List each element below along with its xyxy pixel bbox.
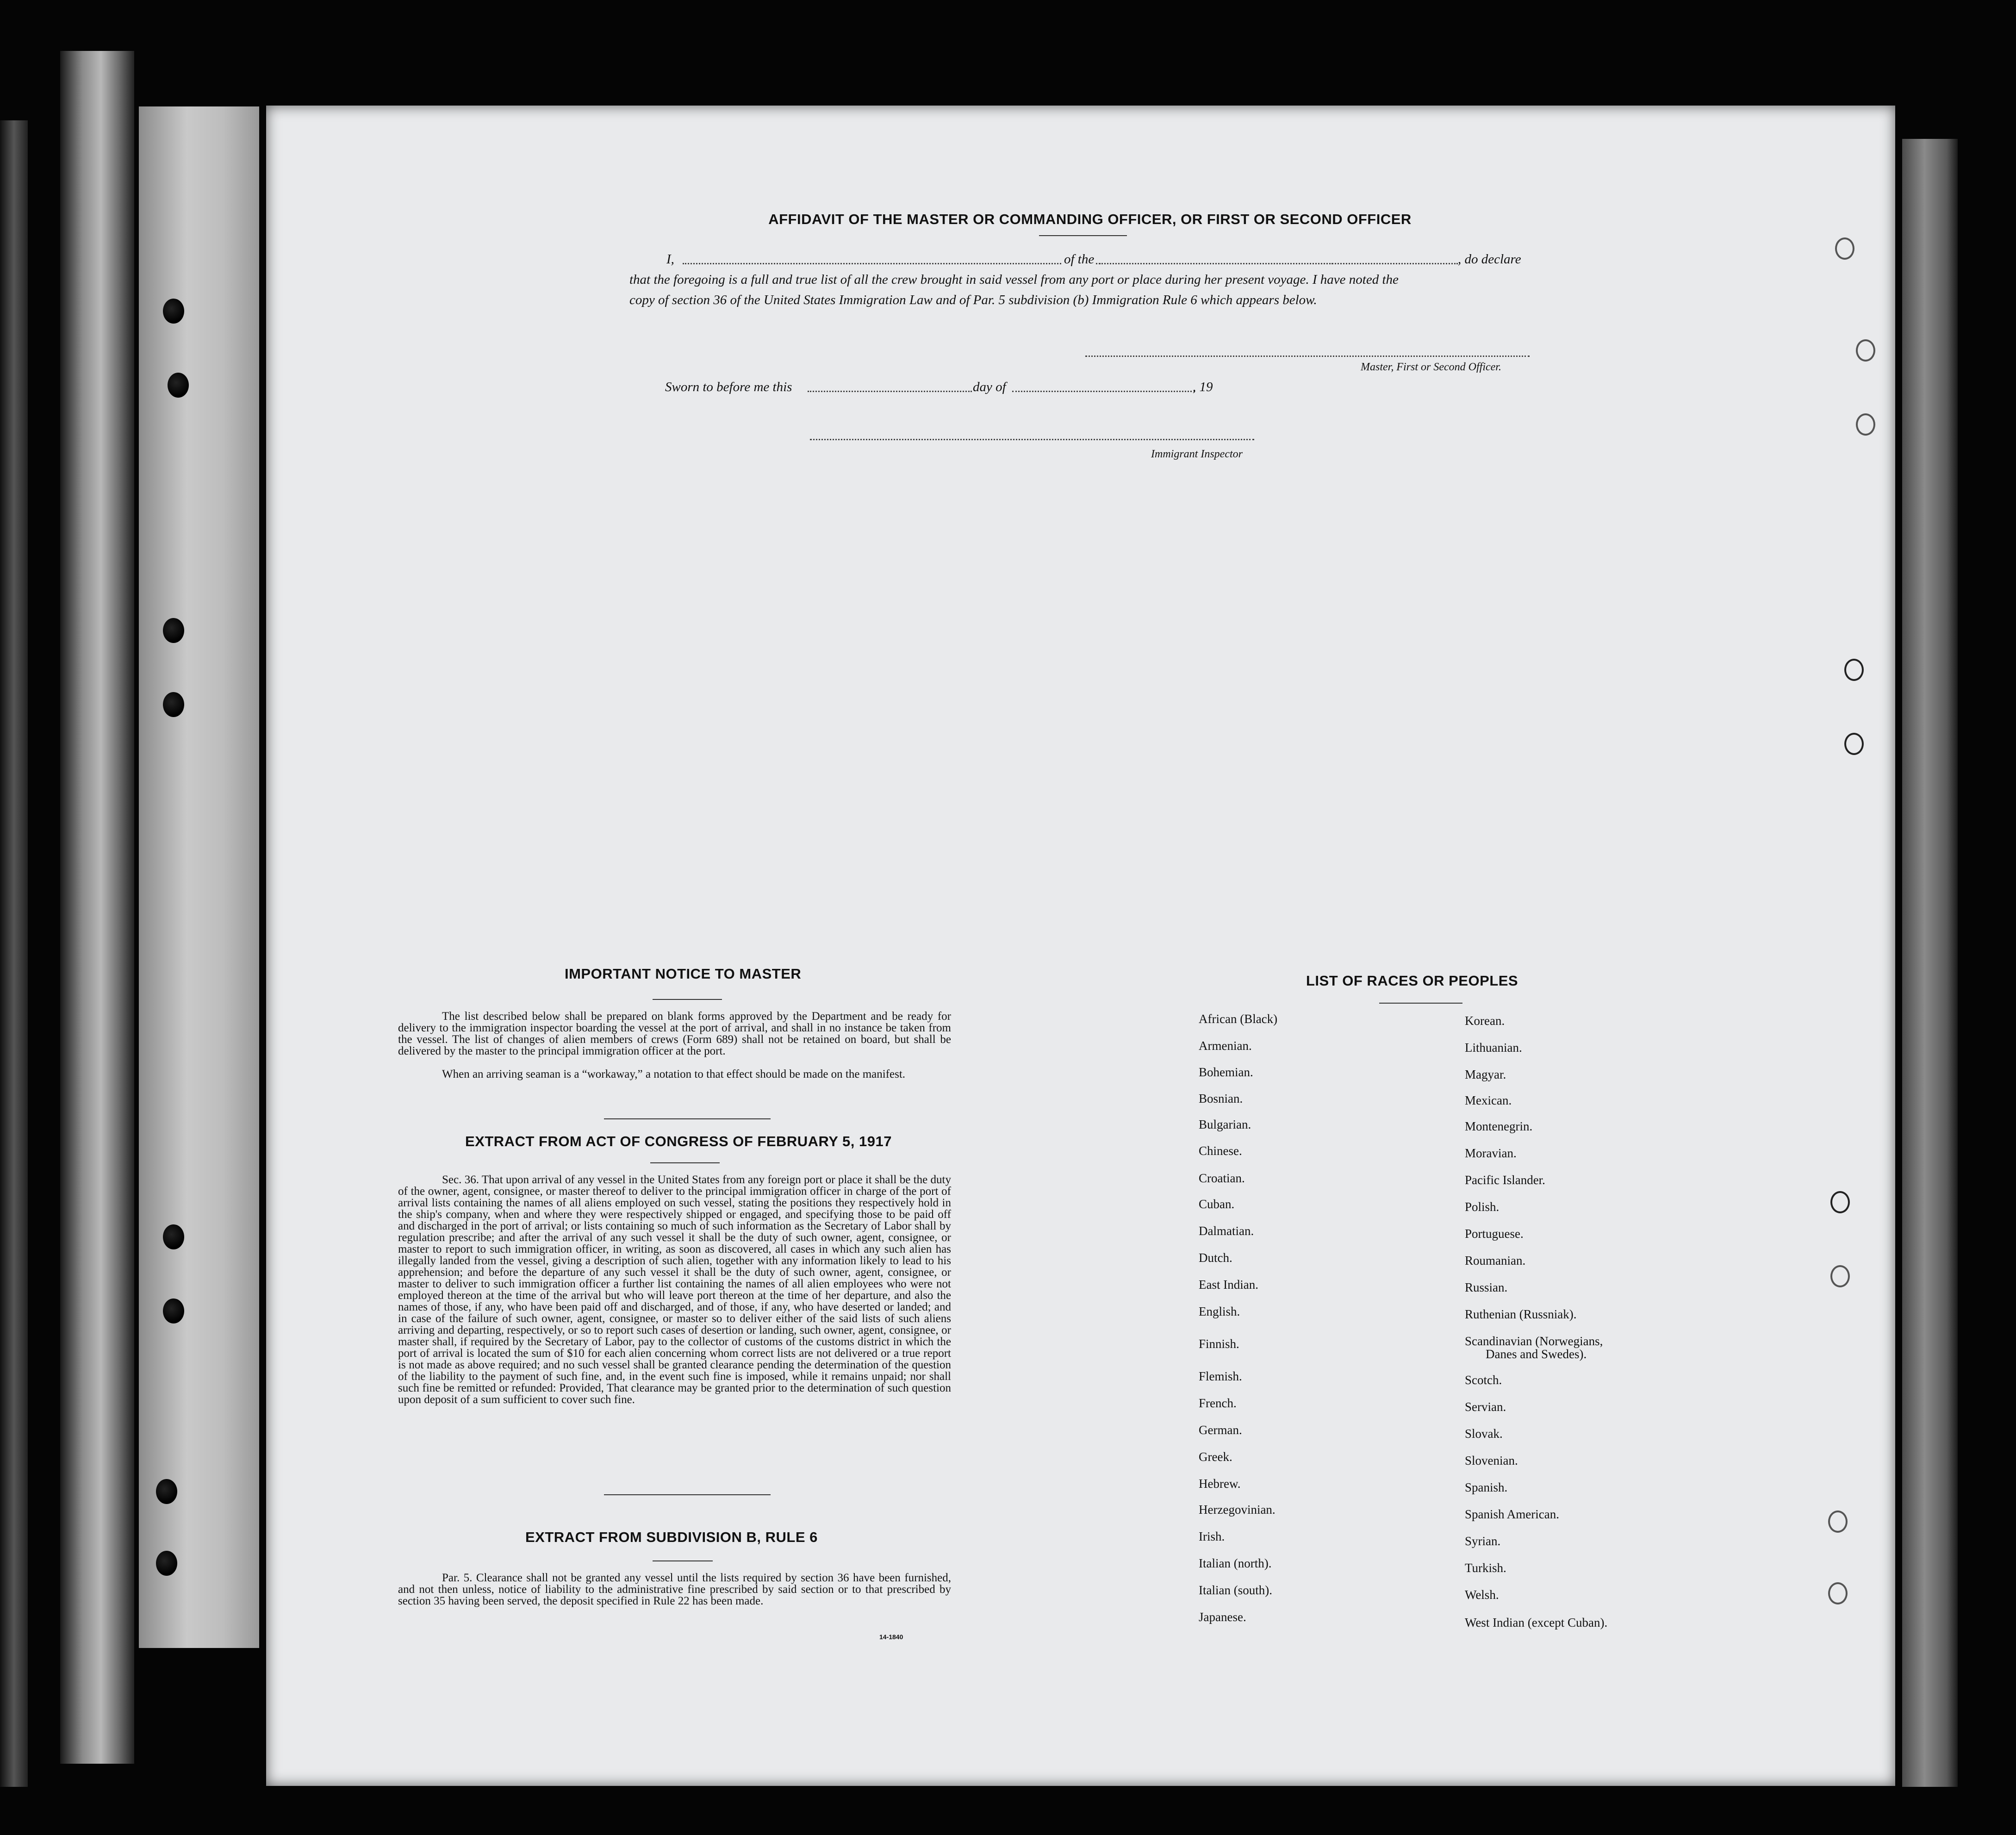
punch-hole [1844, 733, 1864, 755]
race-item: Finnish. [1199, 1337, 1239, 1351]
punch-hole [1830, 1191, 1850, 1213]
race-item: Lithuanian. [1465, 1041, 1522, 1055]
master-signature-field[interactable] [1085, 356, 1530, 357]
race-item: Herzegovinian. [1199, 1503, 1276, 1517]
race-item: Pacific Islander. [1465, 1173, 1545, 1187]
race-item: Armenian. [1199, 1039, 1252, 1053]
race-item: Japanese. [1199, 1610, 1246, 1624]
inspector-signature-field[interactable] [810, 439, 1254, 440]
binder-hole [156, 1551, 177, 1576]
binder-hole [163, 1298, 184, 1323]
punch-hole [1828, 1510, 1848, 1533]
race-item: Croatian. [1199, 1171, 1245, 1185]
race-item: French. [1199, 1396, 1237, 1410]
race-item: Danes and Swedes). [1486, 1347, 1587, 1361]
binder-hole [163, 299, 184, 324]
form-number: 14-1840 [879, 1633, 903, 1641]
race-item: Slovenian. [1465, 1454, 1518, 1467]
race-item: Magyar. [1465, 1067, 1506, 1081]
race-item: Italian (south). [1199, 1583, 1272, 1597]
binder-edge [0, 120, 28, 1787]
race-item: Chinese. [1199, 1144, 1242, 1158]
divider [650, 1162, 720, 1163]
affidavit-line-3: copy of section 36 of the United States Immigration Law and of Par. 5 subdivision (b) Immigration Rule 6 which appears below. [629, 293, 1317, 307]
punch-hole [1835, 237, 1854, 260]
race-item: Portuguese. [1465, 1227, 1524, 1241]
divider [1379, 1003, 1462, 1004]
race-item: Dalmatian. [1199, 1224, 1254, 1238]
vessel-field[interactable] [1099, 263, 1458, 264]
divider [1039, 235, 1127, 236]
race-item: Slovak. [1465, 1427, 1503, 1441]
race-item: Flemish. [1199, 1369, 1242, 1383]
inspector-caption: Immigrant Inspector [1151, 448, 1243, 460]
binder-spine [60, 51, 134, 1764]
punch-hole [1828, 1582, 1848, 1604]
races-title: LIST OF RACES OR PEOPLES [1306, 973, 1518, 989]
binder-hole [163, 692, 184, 717]
race-item: German. [1199, 1423, 1242, 1437]
extract-rule-title: EXTRACT FROM SUBDIVISION B, RULE 6 [525, 1529, 818, 1545]
day-of-label: day of [973, 380, 1006, 394]
master-caption: Master, First or Second Officer. [1361, 361, 1501, 373]
race-item: Hebrew. [1199, 1477, 1241, 1491]
divider [604, 1494, 771, 1495]
race-item: Montenegrin. [1465, 1119, 1533, 1133]
race-item: Spanish. [1465, 1480, 1508, 1494]
extract-act-title: EXTRACT FROM ACT OF CONGRESS OF FEBRUARY 5, 1917 [465, 1133, 892, 1149]
race-item: African (Black) [1199, 1012, 1278, 1026]
race-item: Bosnian. [1199, 1092, 1243, 1105]
race-item: Scotch. [1465, 1373, 1502, 1387]
race-item: Greek. [1199, 1450, 1232, 1464]
binder-right-edge [1902, 139, 1958, 1787]
race-item: Cuban. [1199, 1197, 1235, 1211]
binder-hole [156, 1479, 177, 1504]
extract-act-text: Sec. 36. That upon arrival of any vessel in the United States from any foreign port or place it shall be the duty of the owner, agent, consignee, or master thereof to deliver to the principal immigration officer in charge of the port of arrival lists containing the names of all aliens employed on such vessel, stating the positions they respectively hold in the ship's company, when and where they were respectively shipped or engaged, and specifying those to be paid off and discharged in the port of arrival; or lists containing so much of such information as the Secretary of Labor shall by regulation prescribe; and after the arrival of any such vessel it shall be the duty of such owner, agent, consignee, or master to report to such immigration officer, in writing, as soon as discovered, all cases in which any such alien has illegally landed from the vessel, giving a description of such alien, together with any information likely to lead to his apprehension; and before the departure of any such vessel it shall be the duty of such owner, agent, consignee, or master to deliver to such immigration officer a further list containing the names of all alien employees who were not employed thereon at the time of the arrival but who will leave port thereon at the time of her departure, and also the names of those, if any, who have been paid off and discharged, and of those, if any, who have deserted or landed; and in case of the failure of such owner, agent, consignee, or master so to deliver either of the said lists of such aliens arriving and departing, respectively, or so to report such cases of desertion or landing, such owner, agent, consignee, or master shall, if required by the Secretary of Labor, pay to the collector of customs of the customs district in which the port of arrival is located the sum of $10 for each alien concerning whom correct lists are not delivered or a true report is not made as above required; and no such vessel shall be granted clearance pending the determination of the question of the liability to the payment of such fine, and, in the event such fine is imposed, while it remains unpaid; nor shall such fine be remitted or refunded: Provided, That clearance may be granted prior to the determination of such question upon deposit of a sum sufficient to cover such fine. [398, 1173, 951, 1406]
binder-hole [163, 618, 184, 643]
notice-paragraph-2: When an arriving seaman is a “workaway,” a notation to that effect should be made on the manifest. [442, 1068, 906, 1080]
race-item: East Indian. [1199, 1278, 1258, 1292]
affidavit-declare: , do declare [1458, 252, 1521, 267]
race-item: Dutch. [1199, 1251, 1232, 1265]
race-item: Irish. [1199, 1529, 1225, 1543]
binder-board [139, 106, 259, 1648]
race-item: Ruthenian (Russniak). [1465, 1307, 1577, 1321]
race-item: Moravian. [1465, 1146, 1517, 1160]
punch-hole [1856, 413, 1875, 436]
race-item: Russian. [1465, 1280, 1508, 1294]
race-item: Welsh. [1465, 1588, 1499, 1602]
punch-hole [1856, 339, 1875, 362]
sworn-date-field[interactable] [808, 391, 972, 392]
form-page [266, 106, 1895, 1786]
notice-title: IMPORTANT NOTICE TO MASTER [565, 966, 802, 982]
race-item: Turkish. [1465, 1561, 1506, 1575]
race-item: Syrian. [1465, 1534, 1501, 1548]
divider [653, 999, 722, 1000]
race-item: Italian (north). [1199, 1556, 1272, 1570]
affidavit-i: I, [666, 252, 674, 267]
punch-hole [1844, 659, 1864, 681]
sworn-label: Sworn to before me this [665, 380, 792, 394]
race-item: Servian. [1465, 1400, 1506, 1414]
extract-rule-text: Par. 5. Clearance shall not be granted any vessel until the lists required by section 36 have been furnished, and not then unless, notice of liability to the administrative fine prescribed by said section or to that prescribed by section 35 having been served, the deposit specified in Rule 22 has been made. [398, 1572, 951, 1607]
affidavit-of-the: of the [1062, 252, 1096, 267]
year-label: , 19 [1193, 380, 1213, 394]
binder-hole [168, 373, 189, 398]
race-item: Mexican. [1465, 1093, 1512, 1107]
race-item: Polish. [1465, 1200, 1500, 1214]
race-item: West Indian (except Cuban). [1465, 1616, 1608, 1629]
affidavit-title: AFFIDAVIT OF THE MASTER OR COMMANDING OFFICER, OR FIRST OR SECOND OFFICER [768, 211, 1412, 227]
binder-hole [163, 1224, 184, 1249]
month-field[interactable] [1012, 391, 1195, 392]
race-item: Korean. [1465, 1014, 1505, 1028]
divider [604, 1118, 771, 1119]
race-item: Bulgarian. [1199, 1117, 1251, 1131]
race-item: Scandinavian (Norwegians, [1465, 1334, 1603, 1348]
affidavit-line-2: that the foregoing is a full and true list of all the crew brought in said vessel from any port or place during her present voyage. I have noted the [629, 272, 1399, 287]
divider [653, 1560, 713, 1561]
notice-paragraph-1: The list described below shall be prepared on blank forms approved by the Department and be ready for delivery to the immigration inspector boarding the vessel at the port of arrival, and shall in no instance be taken from the vessel. The list of changes of alien members of crews (Form 689) shall not be retained on board, but shall be delivered by the master to the principal immigration officer at the port. [398, 1010, 951, 1057]
race-item: Bohemian. [1199, 1065, 1253, 1079]
race-item: Spanish American. [1465, 1507, 1559, 1521]
punch-hole [1830, 1265, 1850, 1287]
race-item: Roumanian. [1465, 1254, 1526, 1267]
race-item: English. [1199, 1304, 1240, 1318]
